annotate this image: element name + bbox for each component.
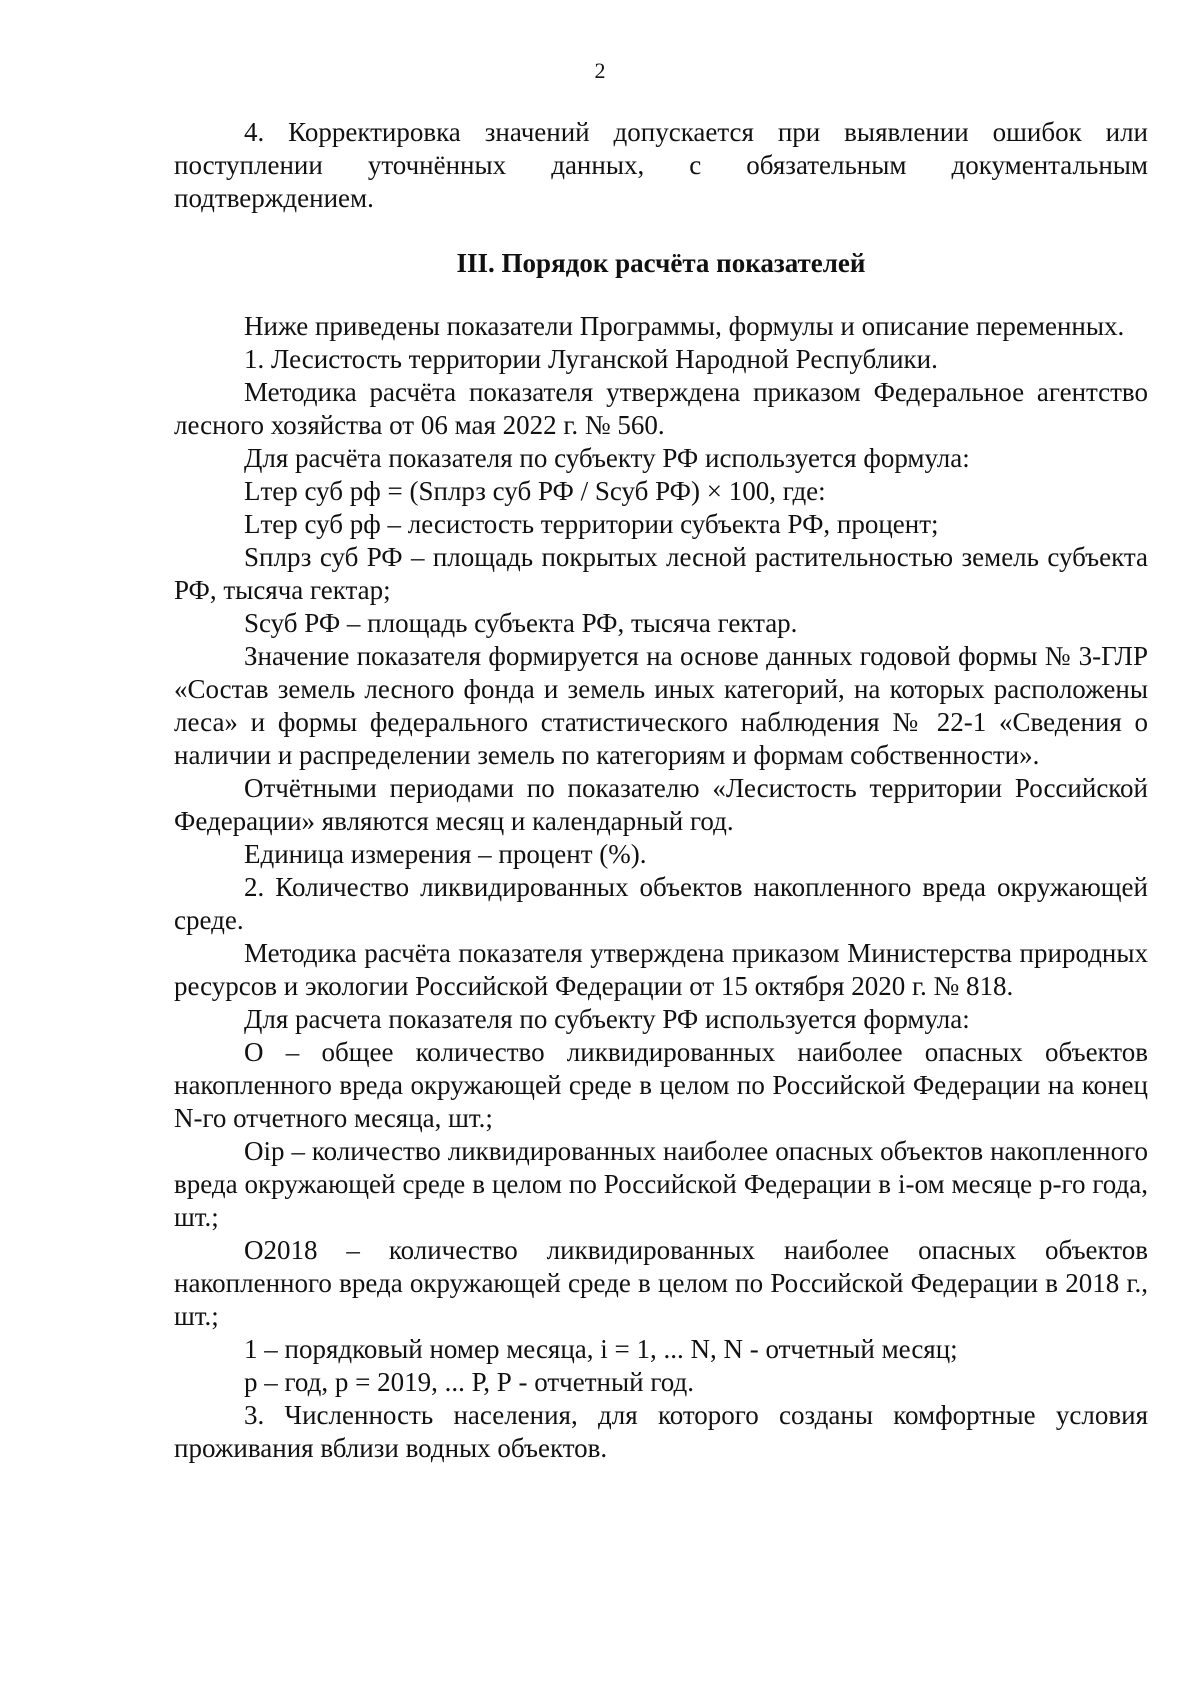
indicator-2-var-oip: Оip – количество ликвидированных наиболее опасных объектов накопленного вреда окружающей среде в целом по Российской Федерации в i-ом месяце р-го года, шт.; [174,1136,1148,1232]
indicator-1-var-s-forest: Sплрз суб РФ – площадь покрытых лесной растительностью земель субъекта РФ, тысяча гектар; [174,542,1148,605]
indicator-2-method: Методика расчёта показателя утверждена приказом Министерства природных ресурсов и экологии Российской Федерации от 15 октября 2020 г. № 818. [174,938,1148,1001]
page-number: 2 [594,58,606,83]
indicator-1-data-source: Значение показателя формируется на основе данных годовой формы № 3-ГЛР «Состав земель лесного фонда и земель иных категорий, на которых расположены леса» и формы федерального статистического наблюдения № 22-1 «Сведения о наличии и распределении земель по категориям и формам собственности». [174,641,1148,770]
indicator-1-var-s-subject: Sсуб РФ – площадь субъекта РФ, тысяча гектар. [244,608,798,638]
section-heading: III. Порядок расчёта показателей [456,248,866,278]
indicator-3-title: 3. Численность населения, для которого созданы комфортные условия проживания вблизи водных объектов. [174,1400,1148,1463]
indicator-2-formula-intro: Для расчета показателя по субъекту РФ используется формула: [244,1004,970,1034]
indicator-2-var-year: р – год, р = 2019, ... Р, Р - отчетный год. [244,1367,694,1397]
paragraph-intro: Ниже приведены показатели Программы, формулы и описание переменных. [244,311,1125,341]
indicator-1-method: Методика расчёта показателя утверждена приказом Федеральное агентство лесного хозяйства от 06 мая 2022 г. № 560. [174,377,1148,440]
indicator-1-var-l: Lтер суб рф – лесистость территории субъекта РФ, процент; [244,509,939,539]
indicator-2-var-o2018: О2018 – количество ликвидированных наиболее опасных объектов накопленного вреда окружающей среде в целом по Российской Федерации в 2018 г., шт.; [174,1235,1148,1331]
indicator-1-title: 1. Лесистость территории Луганской Народной Республики. [244,344,938,374]
indicator-1-formula: Lтер суб рф = (Sплрз суб РФ / Sсуб РФ) × 100, где: [244,476,826,506]
indicator-2-var-o: О – общее количество ликвидированных наиболее опасных объектов накопленного вреда окружающей среде в целом по Российской Федерации на конец N-го отчетного месяца, шт.; [174,1037,1148,1133]
indicator-1-formula-intro: Для расчёта показателя по субъекту РФ используется формула: [244,443,970,473]
indicator-2-var-month: 1 – порядковый номер месяца, i = 1, ... N, N - отчетный месяц; [244,1334,958,1364]
indicator-2-title: 2. Количество ликвидированных объектов накопленного вреда окружающей среде. [174,872,1148,935]
document-body [174,116,1148,1465]
paragraph-correction: 4. Корректировка значений допускается при выявлении ошибок или поступлении уточнённых данных, с обязательным документальным подтверждением. [174,117,1148,213]
indicator-1-periods: Отчётными периодами по показателю «Лесистость территории Российской Федерации» являются месяц и календарный год. [174,773,1148,836]
indicator-1-unit: Единица измерения – процент (%). [244,839,647,869]
